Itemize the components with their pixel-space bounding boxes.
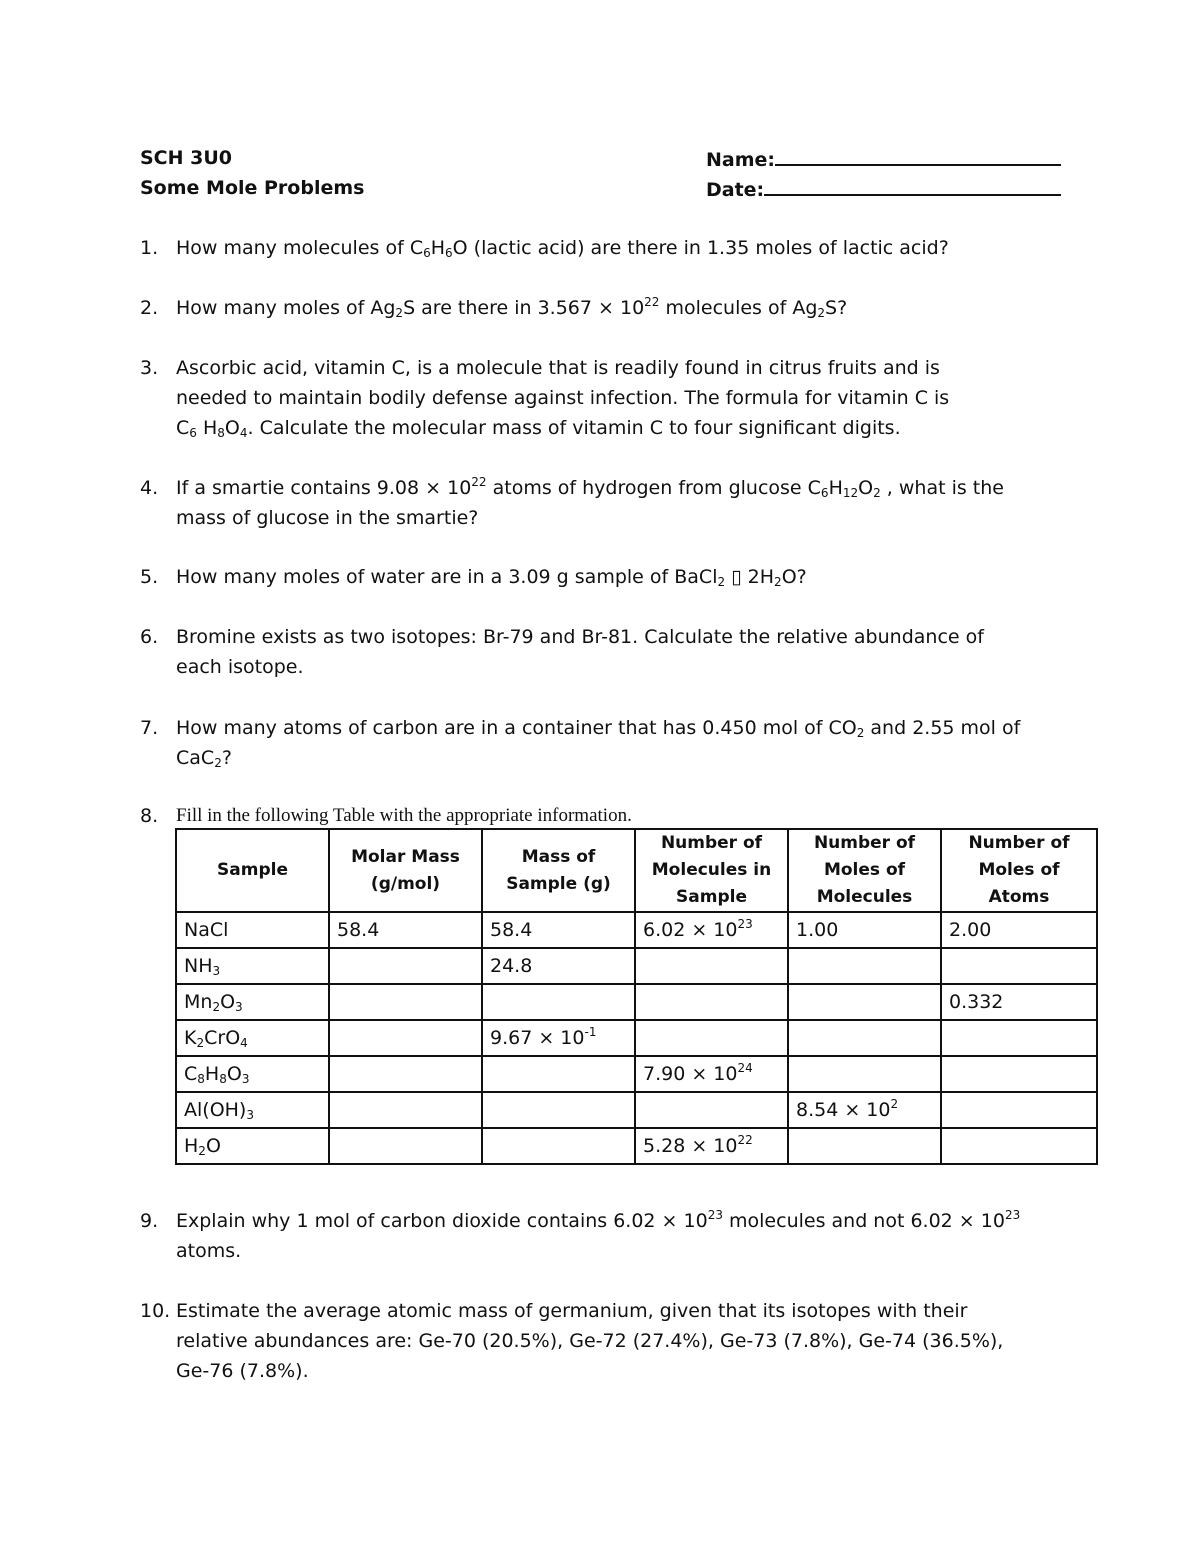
table-row [176, 912, 1097, 948]
table-cell: $5.28 \times 10^{22}$ [635, 1128, 788, 1164]
subscript: 2 [214, 756, 222, 770]
sample-formula-cell: $H_2O$ [176, 1128, 329, 1164]
table-row [176, 1092, 1097, 1128]
sample-formula-cell: $C_8H_8O_3$ [176, 1056, 329, 1092]
question-line: each isotope. [176, 656, 304, 678]
question-line: mass of glucose in the smartie? [176, 507, 479, 529]
subscript: 4 [240, 1036, 248, 1050]
name-blank-line[interactable] [775, 146, 1061, 166]
question-line: Explain why 1 mol of carbon dioxide contains $6.02 \times 10^{23}$ molecules and not $6.02 \times 10^{23}$ [176, 1208, 1021, 1232]
table-cell[interactable] [635, 1092, 788, 1128]
sample-formula-cell: $NH_3$ [176, 948, 329, 984]
table-column-header: Number of Moles of Atoms [941, 829, 1097, 912]
question-text [176, 473, 1080, 533]
table-row [176, 1020, 1097, 1056]
question-text [176, 233, 1080, 263]
subscript: 3 [246, 1108, 254, 1122]
subscript: 2 [198, 1144, 206, 1158]
question-number: 4. [140, 477, 159, 499]
question [140, 1296, 1080, 1386]
table-column-header: Sample [176, 829, 329, 912]
table-cell[interactable] [329, 1092, 482, 1128]
table-cell[interactable] [329, 948, 482, 984]
question-line: Ascorbic acid, vitamin C, is a molecule that is readily found in citrus fruits and is [176, 357, 940, 379]
table-cell[interactable] [482, 1128, 635, 1164]
question-text [176, 353, 1080, 443]
superscript: -1 [584, 1025, 597, 1039]
subscript: 8 [197, 1072, 205, 1086]
question-number: 2. [140, 297, 159, 319]
table-cell: $6.02 \times 10^{23}$ [635, 912, 788, 948]
superscript: 24 [737, 1061, 753, 1075]
table-cell[interactable] [329, 1020, 482, 1056]
question [140, 622, 1080, 682]
question-number: 8. [140, 805, 159, 827]
subscript: 2 [817, 306, 826, 320]
superscript: 23 [707, 1208, 723, 1222]
table-column-header: Number of Molecules in Sample [635, 829, 788, 912]
date-label: Date: [706, 179, 765, 201]
table-cell[interactable] [482, 984, 635, 1020]
subscript: 3 [241, 1072, 250, 1086]
subscript: 6 [189, 426, 197, 440]
superscript: 2 [890, 1097, 899, 1111]
question-line: How many atoms of carbon are in a container that has 0.450 mol of $CO_2$ and 2.55 mol of [176, 717, 1021, 740]
table-cell[interactable] [788, 1056, 941, 1092]
subscript: 6 [820, 486, 829, 500]
table-row [176, 1056, 1097, 1092]
table-header-row [176, 829, 1097, 912]
table-cell: 1.00 [788, 912, 941, 948]
question-line: Bromine exists as two isotopes: Br-79 and Br-81. Calculate the relative abundance of [176, 626, 984, 648]
question-line: Ge-76 (7.8%). [176, 1360, 309, 1382]
question-line: If a smartie contains $9.08 \times 10^{22}$ atoms of hydrogen from glucose $C_6H_{12}O_2$ , what is the [176, 475, 1004, 500]
subscript: 3 [235, 1000, 243, 1014]
table-cell: 0.332 [941, 984, 1097, 1020]
table-column-header: Number of Moles of Molecules [788, 829, 941, 912]
question-line: needed to maintain bodily defense against infection. The formula for vitamin C is [176, 387, 950, 409]
sample-formula-cell: NaCl [176, 912, 329, 948]
table-cell: 24.8 [482, 948, 635, 984]
question [140, 1206, 1080, 1266]
table-cell[interactable] [941, 1128, 1097, 1164]
worksheet-title: Some Mole Problems [140, 177, 365, 199]
question-number: 10. [140, 1300, 171, 1322]
subscript: 3 [212, 964, 221, 978]
date-field[interactable] [706, 176, 1061, 202]
mole-data-table [175, 828, 1098, 1165]
question-text [176, 1296, 1080, 1386]
course-code: SCH 3U0 [140, 147, 233, 169]
table-row [176, 1128, 1097, 1164]
question-number: 7. [140, 717, 159, 739]
date-blank-line[interactable] [764, 176, 1061, 196]
table-cell: $9.67 \times 10^{-1}$ [482, 1020, 635, 1056]
sample-formula-cell: $Al(OH)_3$ [176, 1092, 329, 1128]
question-line: CaC$_2$? [176, 747, 232, 770]
table-cell[interactable] [788, 1128, 941, 1164]
question-line: How many moles of water are in a 3.09 g sample of BaCl$_2$ ▯ $2H_2O$? [176, 566, 807, 589]
superscript: 23 [1004, 1208, 1021, 1222]
subscript: 2 [196, 1036, 205, 1050]
table-column-header: Molar Mass (g/mol) [329, 829, 482, 912]
table-cell[interactable] [635, 984, 788, 1020]
table-cell[interactable] [635, 1020, 788, 1056]
question-line: $C_6$ $H_8O_4$. Calculate the molecular mass of vitamin C to four significant digits. [176, 417, 901, 440]
subscript: 2 [212, 1000, 221, 1014]
subscript: 4 [239, 426, 248, 440]
question-text [176, 801, 1080, 831]
superscript: 22 [644, 295, 660, 309]
question-text [176, 622, 1080, 682]
name-field[interactable] [706, 146, 1061, 172]
question-line: relative abundances are: Ge-70 (20.5%), Ge-72 (27.4%), Ge-73 (7.8%), Ge-74 (36.5%), [176, 1330, 1004, 1352]
sample-formula-cell: $K_2CrO_4$ [176, 1020, 329, 1056]
table-cell[interactable] [941, 948, 1097, 984]
question-text [176, 1206, 1080, 1266]
sample-formula-cell: $Mn_2O_3$ [176, 984, 329, 1020]
table-cell[interactable] [941, 1092, 1097, 1128]
table-cell[interactable] [941, 1056, 1097, 1092]
table-cell[interactable] [941, 1020, 1097, 1056]
question [140, 353, 1080, 443]
name-label: Name: [706, 149, 776, 171]
table-cell[interactable] [329, 1128, 482, 1164]
subscript: 2 [774, 575, 782, 589]
table-cell[interactable] [635, 948, 788, 984]
question [140, 562, 1080, 592]
question-line: How many molecules of $C_6H_6O$ (lactic acid) are there in 1.35 moles of lactic acid? [176, 237, 949, 260]
question-number: 1. [140, 237, 159, 259]
question-line: Fill in the following Table with the appropriate information. [176, 805, 632, 826]
table-cell[interactable] [482, 1092, 635, 1128]
subscript: 2 [395, 306, 404, 320]
subscript: 2 [856, 726, 865, 740]
question-text [176, 713, 1080, 773]
table-cell[interactable] [329, 1056, 482, 1092]
question [140, 293, 1080, 323]
table-cell[interactable] [788, 984, 941, 1020]
table-cell: 58.4 [482, 912, 635, 948]
question-number: 6. [140, 626, 159, 648]
subscript: 8 [217, 426, 225, 440]
question [140, 473, 1080, 533]
question-text [176, 562, 1080, 592]
question-number: 9. [140, 1210, 159, 1232]
table-cell[interactable] [788, 948, 941, 984]
subscript: 6 [445, 246, 453, 260]
question-number: 3. [140, 357, 159, 379]
question-line: Estimate the average atomic mass of germanium, given that its isotopes with their [176, 1300, 968, 1322]
question [140, 233, 1080, 263]
table-cell: $7.90 \times 10^{24}$ [635, 1056, 788, 1092]
table-row [176, 948, 1097, 984]
subscript: 2 [873, 486, 881, 500]
table-cell[interactable] [788, 1020, 941, 1056]
table-column-header: Mass of Sample (g) [482, 829, 635, 912]
subscript: 8 [219, 1072, 227, 1086]
subscript: 6 [423, 246, 431, 260]
question [140, 713, 1080, 773]
table-row [176, 984, 1097, 1020]
table-body [176, 912, 1097, 1164]
question-line: atoms. [176, 1240, 242, 1262]
question-number: 5. [140, 566, 159, 588]
subscript: 2 [717, 575, 726, 589]
superscript: 23 [737, 917, 753, 931]
superscript: 22 [737, 1133, 753, 1147]
subscript: 12 [842, 486, 859, 500]
question [140, 801, 1080, 831]
table-cell: 2.00 [941, 912, 1097, 948]
superscript: 22 [471, 475, 487, 489]
table-cell: 58.4 [329, 912, 482, 948]
table-cell[interactable] [482, 1056, 635, 1092]
table-cell[interactable] [329, 984, 482, 1020]
table-cell: $8.54 \times 10^2$ [788, 1092, 941, 1128]
question-line: How many moles of $Ag_2S$ are there in $3.567 \times 10^{22}$ molecules of $Ag_2S$? [176, 295, 848, 320]
question-text [176, 293, 1080, 323]
